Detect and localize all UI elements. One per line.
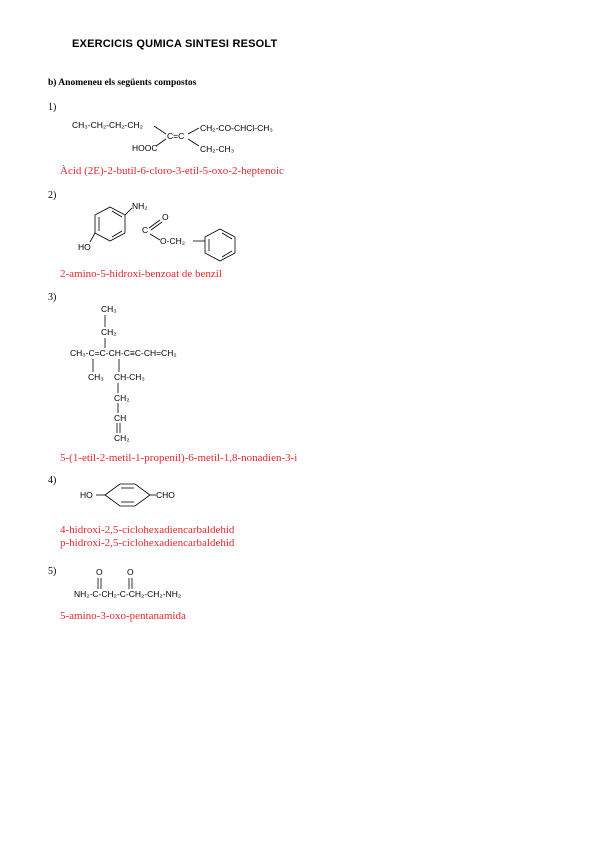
answer-5: 5-amino-3-oxo-pentanamida (60, 610, 186, 622)
ex1-left-bottom-group: HOOC (132, 143, 158, 153)
exercise-number-3: 3) (48, 292, 57, 303)
exercise-number-5: 5) (48, 566, 57, 577)
ex2-amine-group: NH₂ (132, 201, 148, 211)
ex4-aldehyde-group: CHO (156, 490, 175, 500)
ex2-ester-group: O-CH₂ (160, 236, 186, 246)
ex3-sub-ch: CH-CH₃ (114, 372, 145, 382)
ex3-sub-ch2: CH₂ (114, 393, 130, 403)
ex5-oxygen-2: O (127, 567, 134, 577)
answer-4b: p-hidroxi-2,5-ciclohexadiencarbaldehid (60, 537, 235, 549)
ex2-carbonyl-carbon: C (142, 225, 149, 235)
ex3-main-chain: CH₃-C=C-CH-C≡C-CH=CH₂ (70, 348, 177, 358)
page-title: EXERCICIS QUMICA SINTESI RESOLT (72, 38, 278, 50)
ex3-top-ch3: CH₃ (101, 304, 117, 314)
ex1-right-bottom-group: CH₂-CH₃ (200, 144, 235, 154)
ex1-left-top-group: CH₃-CH₂-CH₂-CH₂ (72, 120, 143, 130)
ex5-main-chain: NH₂-C-CH₂-C-CH₂-CH₂-NH₂ (74, 589, 182, 599)
exercise-number-1: 1) (48, 102, 57, 113)
ex2-carbonyl-oxygen: O (162, 212, 169, 222)
exercise-number-2: 2) (48, 190, 57, 201)
ex1-right-top-group: CH₂-CO-CHCl-CH₃ (200, 123, 273, 133)
ex2-hydroxy-group: HO (78, 242, 91, 252)
answer-1: Àcid (2E)-2-butil-6-cloro-3-etil-5-oxo-2-heptenoic (60, 165, 284, 177)
ex3-top-ch2: CH₂ (101, 327, 117, 337)
ex4-hydroxy-group: HO (80, 490, 93, 500)
answer-2: 2-amino-5-hidroxi-benzoat de benzil (60, 268, 222, 280)
answer-4a: 4-hidroxi-2,5-ciclohexadiencarbaldehid (60, 524, 235, 536)
ex3-sub-ch3: CH₃ (88, 372, 104, 382)
ex3-sub-ch2-b: CH₂ (114, 433, 130, 443)
answer-3: 5-(1-etil-2-metil-1-propenil)-6-metil-1,8-nonadien-3-i (60, 452, 298, 464)
ex1-double-bond: C=C (167, 131, 185, 141)
ex5-oxygen-1: O (96, 567, 103, 577)
ex3-sub-ch-b: CH (114, 413, 127, 423)
exercise-number-4: 4) (48, 475, 57, 486)
section-subtitle: b) Anomeneu els següents compostos (48, 78, 197, 88)
